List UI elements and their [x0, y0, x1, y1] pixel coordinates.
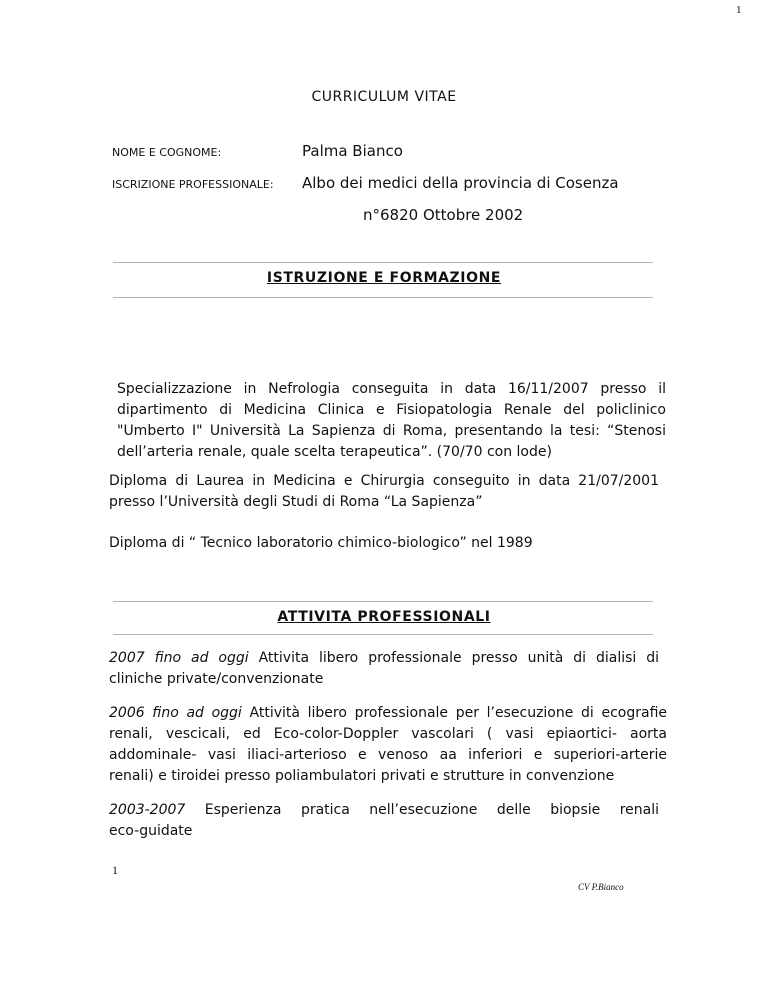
professional-item-dialysis	[109, 648, 659, 690]
section-divider-bottom	[113, 297, 653, 298]
name-label: NOME E COGNOME:	[112, 146, 222, 159]
education-item-degree	[109, 471, 659, 513]
registration-value: Albo dei medici della provincia di Cosenza	[302, 174, 619, 192]
section-divider-top	[113, 601, 653, 602]
description: Esperienza pratica nell’esecuzione delle biopsie renali	[204, 802, 659, 818]
text-line: eco-guidate	[109, 823, 193, 839]
text-line: dipartimento di Medicina Clinica e Fisiopatologia Renale del policlinico	[117, 402, 666, 418]
page-title: CURRICULUM VITAE	[311, 89, 457, 105]
professional-item-biopsy	[109, 800, 659, 842]
text-line: renali) e tiroidei presso poliambulatori privati e strutture in convenzione	[109, 768, 615, 784]
description: Attività libero professionale per l’esecuzione di ecografie	[249, 705, 668, 721]
text-line: "Umberto I" Università La Sapienza di Roma, presentando la tesi: “Stenosi	[117, 423, 666, 439]
education-heading: ISTRUZIONE E FORMAZIONE	[266, 270, 502, 286]
period: 2007 fino ad oggi	[109, 650, 249, 666]
page-number-top: 1	[736, 4, 742, 16]
text-line: renali, vescicali, ed Eco-color-Doppler vascolari ( vasi epiaortici- aorta	[109, 726, 667, 742]
text-line	[109, 648, 659, 669]
text-line	[109, 703, 667, 724]
education-item-specialization	[117, 379, 666, 463]
registration-label: ISCRIZIONE PROFESSIONALE:	[112, 178, 274, 191]
footer-cv-label: CV P.Bianco	[578, 882, 624, 892]
professional-item-ultrasound	[109, 703, 667, 787]
name-value: Palma Bianco	[302, 142, 403, 160]
text-line: Diploma di Laurea in Medicina e Chirurgia conseguito in data 21/07/2001	[109, 473, 659, 489]
description: Attivita libero professionale presso unità di dialisi di	[258, 650, 660, 666]
education-item-diploma	[109, 533, 659, 554]
text-line	[109, 800, 659, 821]
text-line: dell’arteria renale, quale scelta terapeutica”. (70/70 con lode)	[117, 444, 552, 460]
text-line: presso l’Università degli Studi di Roma “La Sapienza”	[109, 494, 483, 510]
registration-number: n°6820 Ottobre 2002	[363, 206, 524, 224]
period: 2003-2007	[109, 802, 186, 818]
text-line: Specializzazione in Nefrologia conseguita in data 16/11/2007 presso il	[117, 381, 666, 397]
professional-heading: ATTIVITA PROFESSIONALI	[277, 609, 491, 625]
section-divider-bottom	[113, 634, 653, 635]
text-line: cliniche private/convenzionate	[109, 671, 324, 687]
footer-page-number: 1	[112, 863, 118, 877]
period: 2006 fino ad oggi	[109, 705, 242, 721]
text-line: Diploma di “ Tecnico laboratorio chimico-biologico” nel 1989	[109, 535, 533, 551]
section-divider-top	[113, 262, 653, 263]
text-line: addominale- vasi iliaci-arterioso e venoso aa inferiori e superiori-arterie	[109, 747, 667, 763]
